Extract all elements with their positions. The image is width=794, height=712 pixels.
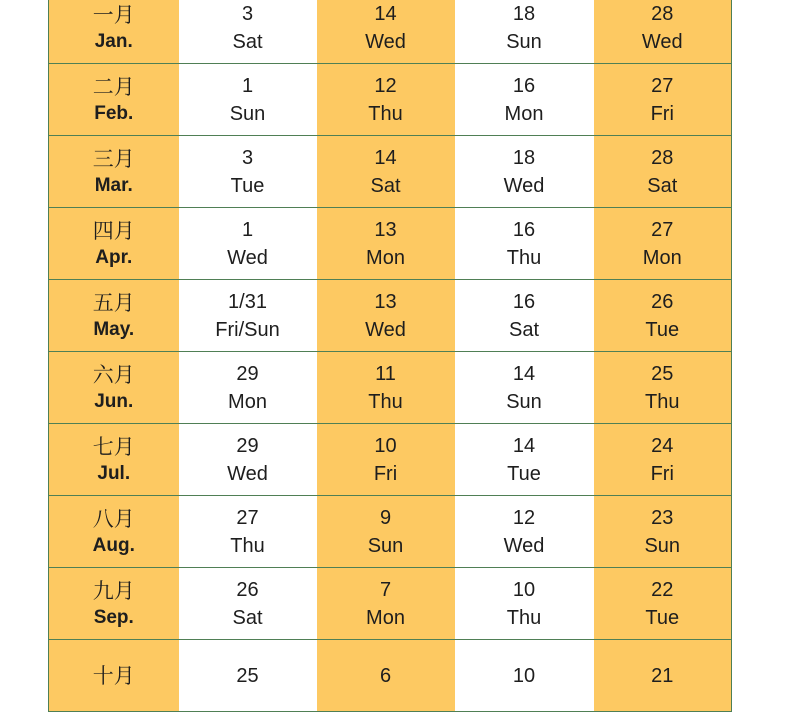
date-cell	[179, 0, 317, 64]
day-number: 3	[241, 2, 254, 25]
date-cell	[317, 496, 455, 568]
weekday-label: Thu	[368, 102, 403, 125]
month-chinese-label: 十月	[92, 663, 135, 688]
month-english-label: Sep.	[93, 606, 134, 628]
date-cell	[455, 568, 594, 640]
day-number: 16	[512, 74, 536, 97]
date-cell	[455, 640, 594, 712]
monthly-date-table	[48, 0, 732, 712]
month-cell	[49, 136, 179, 208]
weekday-label: Sat	[647, 174, 678, 197]
month-cell	[49, 208, 179, 280]
date-cell	[179, 64, 317, 136]
weekday-label: Tue	[645, 606, 680, 629]
month-chinese-label: 八月	[92, 506, 135, 531]
month-english-label: Feb.	[94, 102, 134, 124]
day-number: 14	[374, 2, 397, 25]
day-number: 14	[512, 362, 536, 385]
month-english-label: Aug.	[92, 534, 135, 556]
day-number: 11	[375, 362, 396, 385]
day-number: 26	[651, 290, 674, 313]
date-cell	[317, 64, 455, 136]
date-cell	[317, 568, 455, 640]
day-number: 29	[236, 434, 259, 457]
day-number: 16	[512, 218, 536, 241]
date-cell	[594, 424, 732, 496]
month-english-label: Mar.	[94, 174, 133, 196]
table-row	[49, 280, 732, 352]
day-number: 24	[651, 434, 674, 457]
day-number: 28	[651, 2, 674, 25]
day-number: 16	[512, 290, 536, 313]
day-number: 7	[379, 578, 392, 601]
month-chinese-label: 四月	[92, 218, 135, 243]
weekday-label: Mon	[366, 606, 405, 629]
month-cell	[49, 280, 179, 352]
day-number: 23	[651, 506, 674, 529]
date-cell	[594, 136, 732, 208]
date-cell	[455, 136, 594, 208]
weekday-label: Tue	[507, 462, 541, 485]
month-cell	[49, 568, 179, 640]
month-chinese-label: 九月	[92, 578, 135, 603]
weekday-label: Sat	[370, 174, 401, 197]
date-cell	[594, 280, 732, 352]
month-chinese-label: 六月	[92, 362, 135, 387]
date-cell	[594, 640, 732, 712]
date-cell	[594, 64, 732, 136]
date-cell	[317, 424, 455, 496]
day-number: 6	[379, 664, 392, 687]
table-row	[49, 64, 732, 136]
table-row	[49, 0, 732, 64]
day-number: 1	[241, 74, 254, 97]
day-number: 21	[651, 664, 674, 687]
weekday-label: Sun	[229, 102, 266, 125]
weekday-label: Wed	[365, 318, 406, 341]
day-number: 25	[236, 664, 259, 687]
weekday-label: Fri	[650, 462, 674, 485]
table-row	[49, 424, 732, 496]
date-cell	[594, 0, 732, 64]
weekday-label: Thu	[230, 534, 265, 557]
month-english-label: Jun.	[94, 390, 134, 412]
date-cell	[317, 0, 455, 64]
weekday-label: Mon	[228, 390, 267, 413]
date-cell	[455, 0, 594, 64]
date-cell	[179, 352, 317, 424]
month-english-label: Jan.	[94, 30, 133, 52]
weekday-label: Wed	[227, 246, 268, 269]
date-cell	[594, 568, 732, 640]
month-cell	[49, 64, 179, 136]
day-number: 1	[241, 218, 254, 241]
month-english-label: Jul.	[97, 462, 131, 484]
weekday-label: Mon	[642, 246, 682, 269]
day-number: 12	[512, 506, 536, 529]
weekday-label: Wed	[365, 30, 406, 53]
date-cell	[179, 136, 317, 208]
table-row	[49, 496, 732, 568]
table-body	[49, 0, 732, 712]
date-cell	[179, 496, 317, 568]
day-number: 27	[651, 74, 674, 97]
day-number: 27	[651, 218, 674, 241]
month-english-label: May.	[93, 318, 135, 340]
weekday-label: Fri/Sun	[215, 318, 280, 341]
date-cell	[594, 352, 732, 424]
date-cell	[179, 208, 317, 280]
weekday-label: Fri	[650, 102, 674, 125]
date-cell	[179, 568, 317, 640]
month-chinese-label: 三月	[92, 146, 135, 171]
date-cell	[317, 136, 455, 208]
day-number: 25	[651, 362, 674, 385]
day-number: 26	[236, 578, 259, 601]
weekday-label: Wed	[503, 534, 545, 557]
weekday-label: Thu	[368, 390, 403, 413]
day-number: 18	[512, 146, 536, 169]
table-row	[49, 352, 732, 424]
day-number: 10	[512, 664, 536, 687]
date-cell	[455, 496, 594, 568]
weekday-label: Sun	[644, 534, 681, 557]
weekday-label: Sun	[506, 390, 542, 413]
weekday-label: Thu	[645, 390, 680, 413]
date-cell	[594, 208, 732, 280]
weekday-label: Mon	[366, 246, 405, 269]
day-number: 27	[236, 506, 259, 529]
month-chinese-label: 五月	[92, 290, 135, 315]
day-number: 28	[651, 146, 674, 169]
table-row	[49, 208, 732, 280]
day-number: 29	[236, 362, 259, 385]
day-number: 10	[512, 578, 536, 601]
table-row	[49, 640, 732, 712]
weekday-label: Sat	[232, 30, 263, 53]
day-number: 1/31	[228, 290, 267, 313]
month-cell	[49, 424, 179, 496]
date-cell	[455, 352, 594, 424]
weekday-label: Wed	[641, 30, 683, 53]
weekday-label: Fri	[373, 462, 398, 485]
month-cell	[49, 352, 179, 424]
weekday-label: Sat	[232, 606, 263, 629]
day-number: 9	[379, 506, 392, 529]
date-cell	[317, 208, 455, 280]
day-number: 14	[512, 434, 536, 457]
month-cell	[49, 496, 179, 568]
month-chinese-label: 七月	[92, 434, 135, 459]
date-cell	[455, 64, 594, 136]
day-number: 12	[374, 74, 397, 97]
date-cell	[455, 424, 594, 496]
day-number: 18	[512, 2, 536, 25]
weekday-label: Sun	[367, 534, 404, 557]
date-cell	[455, 208, 594, 280]
weekday-label: Thu	[506, 246, 542, 269]
date-cell	[594, 496, 732, 568]
day-number: 13	[374, 218, 397, 241]
month-cell	[49, 640, 179, 712]
weekday-label: Tue	[645, 318, 680, 341]
day-number: 14	[374, 146, 397, 169]
date-cell	[179, 424, 317, 496]
date-cell	[179, 640, 317, 712]
table-row	[49, 136, 732, 208]
weekday-label: Mon	[504, 102, 544, 125]
day-number: 10	[374, 434, 397, 457]
date-cell	[317, 280, 455, 352]
date-cell	[179, 280, 317, 352]
weekday-label: Tue	[230, 174, 265, 197]
weekday-label: Sun	[506, 30, 542, 53]
day-number: 22	[651, 578, 674, 601]
date-cell	[455, 280, 594, 352]
weekday-label: Sat	[508, 318, 540, 341]
weekday-label: Wed	[503, 174, 545, 197]
day-number: 3	[241, 146, 254, 169]
weekday-label: Thu	[506, 606, 542, 629]
date-cell	[317, 640, 455, 712]
month-english-label: Apr.	[95, 246, 133, 268]
weekday-label: Wed	[227, 462, 268, 485]
month-cell	[49, 0, 179, 64]
table-row	[49, 568, 732, 640]
date-cell	[317, 352, 455, 424]
month-chinese-label: 二月	[92, 74, 135, 99]
month-chinese-label: 一月	[92, 2, 135, 27]
day-number: 13	[374, 290, 397, 313]
